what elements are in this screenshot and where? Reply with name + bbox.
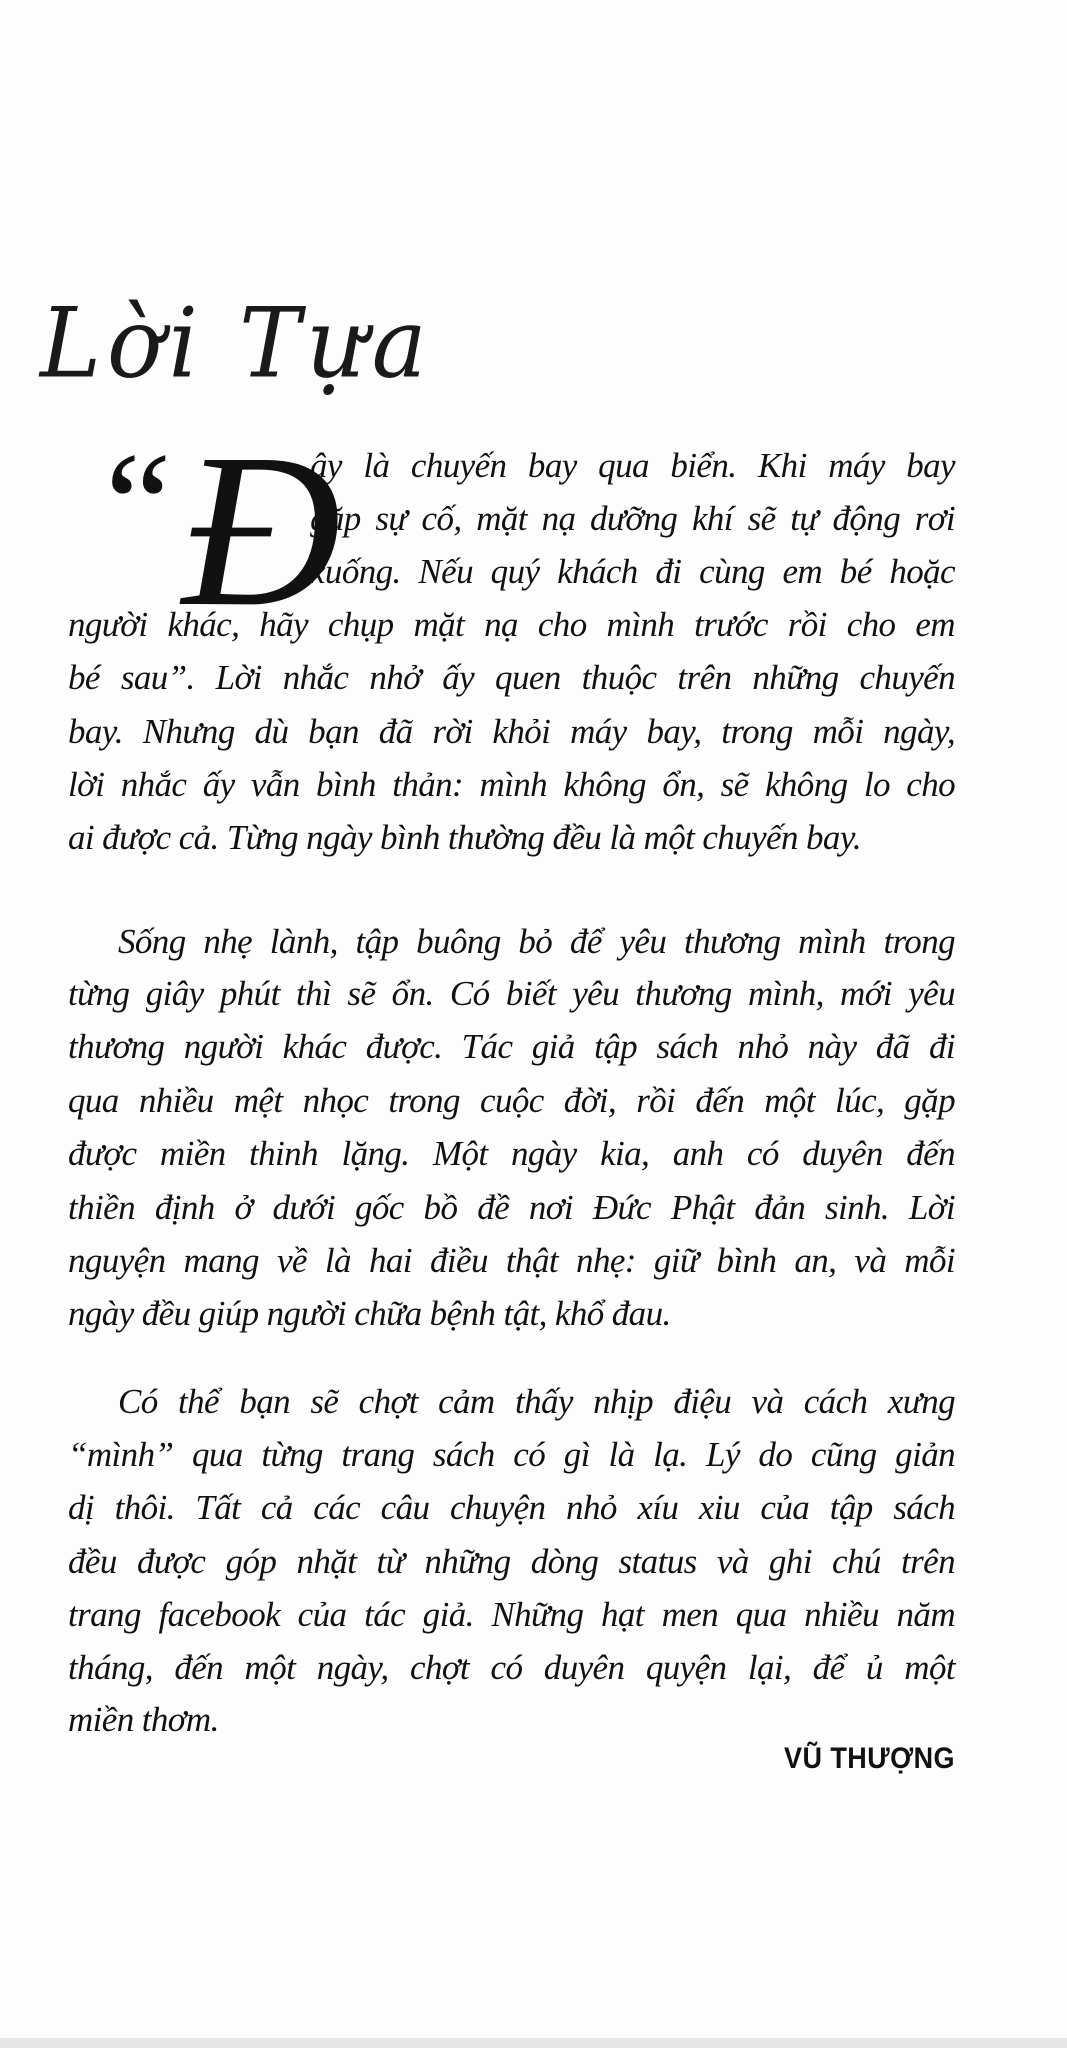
text-line: được miền thinh lặng. Một ngày kia, anh có duyên đến	[68, 1134, 955, 1173]
text-line: Có thể bạn sẽ chợt cảm thấy nhịp điệu và cách xưng	[118, 1382, 955, 1421]
text-line: đều được góp nhặt từ những dòng status và ghi chú trên	[68, 1542, 955, 1581]
text-line: thương người khác được. Tác giả tập sách nhỏ này đã đi	[68, 1027, 955, 1066]
text-line: tháng, đến một ngày, chợt có duyên quyện lại, để ủ một	[68, 1648, 955, 1687]
text-line: trang facebook của tác giả. Những hạt men qua nhiều năm	[68, 1595, 955, 1634]
text-line: người khác, hãy chụp mặt nạ cho mình trước rồi cho em	[68, 605, 955, 644]
text-line: qua nhiều mệt nhọc trong cuộc đời, rồi đến một lúc, gặp	[68, 1081, 955, 1120]
text-line: từng giây phút thì sẽ ổn. Có biết yêu thương mình, mới yêu	[68, 974, 955, 1013]
page-title: Lời Tựa	[40, 287, 433, 400]
text-line: gặp sự cố, mặt nạ dưỡng khí sẽ tự động rơi	[310, 499, 955, 538]
text-line: dị thôi. Tất cả các câu chuyện nhỏ xíu xiu của tập sách	[68, 1488, 955, 1527]
opening-quote-mark: “	[105, 422, 172, 588]
text-line: lời nhắc ấy vẫn bình thản: mình không ổn, sẽ không lo cho	[68, 765, 955, 804]
drop-cap: Đ	[182, 408, 341, 652]
author-signature: VŨ THƯỢNG	[784, 1742, 955, 1775]
scan-edge	[0, 2038, 1067, 2048]
text-line: thiền định ở dưới gốc bồ đề nơi Đức Phật đản sinh. Lời	[68, 1188, 955, 1227]
text-line: Sống nhẹ lành, tập buông bỏ để yêu thương mình trong	[118, 922, 955, 961]
text-line: “mình” qua từng trang sách có gì là lạ. Lý do cũng giản	[68, 1435, 955, 1474]
text-line: miền thơm.	[68, 1700, 219, 1739]
text-line: ây là chuyến bay qua biển. Khi máy bay	[310, 446, 955, 485]
text-line: ngày đều giúp người chữa bệnh tật, khổ đau.	[68, 1294, 671, 1333]
text-line: nguyện mang về là hai điều thật nhẹ: giữ bình an, và mỗi	[68, 1241, 955, 1280]
text-line: bay. Nhưng dù bạn đã rời khỏi máy bay, trong mỗi ngày,	[68, 712, 955, 751]
text-line: xuống. Nếu quý khách đi cùng em bé hoặc	[310, 552, 955, 591]
text-line: bé sau”. Lời nhắc nhở ấy quen thuộc trên những chuyến	[68, 658, 955, 697]
text-line: ai được cả. Từng ngày bình thường đều là một chuyến bay.	[68, 818, 861, 857]
